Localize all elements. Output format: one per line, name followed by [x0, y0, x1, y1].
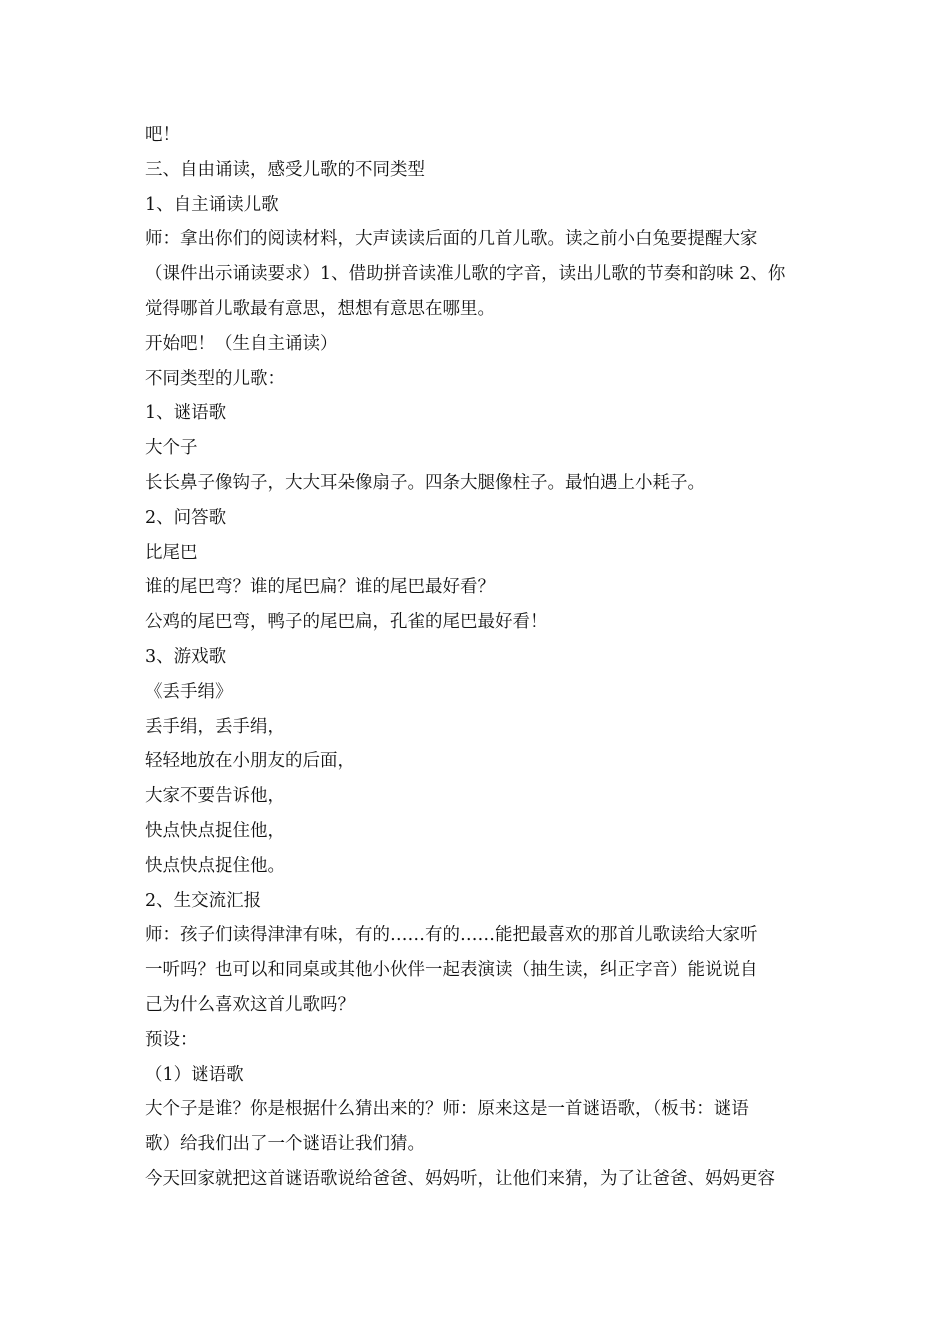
poem-line: 长长鼻子像钩子，大大耳朵像扇子。四条大腿像柱子。最怕遇上小耗子。 — [145, 472, 705, 493]
subsection-heading: 1、自主诵读儿歌 — [145, 194, 279, 215]
subsection-heading: （1）谜语歌 — [145, 1064, 244, 1085]
subsection-heading: 2、生交流汇报 — [145, 890, 262, 911]
poem-line: 快点快点捉住他。 — [145, 855, 285, 876]
poem-line: 大家不要告诉他， — [145, 786, 285, 807]
poem-title: 比尾巴 — [145, 542, 198, 563]
poem-line: 丢手绢，丢手绢， — [145, 716, 285, 737]
document-body — [145, 118, 810, 1197]
text-line: 师：孩子们读得津津有味，有的……有的……能把最喜欢的那首儿歌读给大家听 — [145, 925, 758, 946]
text-line: 开始吧！（生自主诵读） — [145, 333, 338, 354]
text-line: 一听吗？也可以和同桌或其他小伙伴一起表演读（抽生读，纠正字音）能说说自 — [145, 960, 758, 981]
text-line: 预设： — [145, 1029, 198, 1050]
text-line: 师：拿出你们的阅读材料，大声读读后面的几首儿歌。读之前小白兔要提醒大家 — [145, 229, 758, 250]
text-line: 大个子是谁？你是根据什么猜出来的？师：原来这是一首谜语歌，（板书：谜语 — [145, 1099, 749, 1120]
subsection-heading: 3、游戏歌 — [145, 646, 227, 667]
text-line: 吧！ — [145, 125, 180, 145]
text-line: 不同类型的儿歌： — [145, 368, 285, 389]
subsection-heading: 1、谜语歌 — [145, 403, 227, 424]
text-line: （课件出示诵读要求）1、借助拼音读准儿歌的字音，读出儿歌的节奏和韵味 2、你 — [145, 264, 786, 285]
poem-line: 谁的尾巴弯？谁的尾巴扁？谁的尾巴最好看？ — [145, 577, 495, 598]
text-line: 觉得哪首儿歌最有意思，想想有意思在哪里。 — [145, 298, 495, 319]
section-heading: 三、自由诵读，感受儿歌的不同类型 — [145, 159, 425, 180]
text-line: 己为什么喜欢这首儿歌吗？ — [145, 994, 355, 1015]
poem-title: 大个子 — [145, 438, 198, 459]
poem-line: 公鸡的尾巴弯，鸭子的尾巴扁，孔雀的尾巴最好看！ — [145, 612, 548, 633]
poem-line: 轻轻地放在小朋友的后面， — [145, 751, 355, 772]
poem-line: 快点快点捉住他， — [145, 820, 285, 841]
text-line: 今天回家就把这首谜语歌说给爸爸、妈妈听，让他们来猜，为了让爸爸、妈妈更容 — [145, 1168, 775, 1189]
subsection-heading: 2、问答歌 — [145, 507, 227, 528]
text-line: 歌）给我们出了一个谜语让我们猜。 — [145, 1134, 425, 1155]
poem-title: 《丢手绢》 — [145, 681, 233, 702]
